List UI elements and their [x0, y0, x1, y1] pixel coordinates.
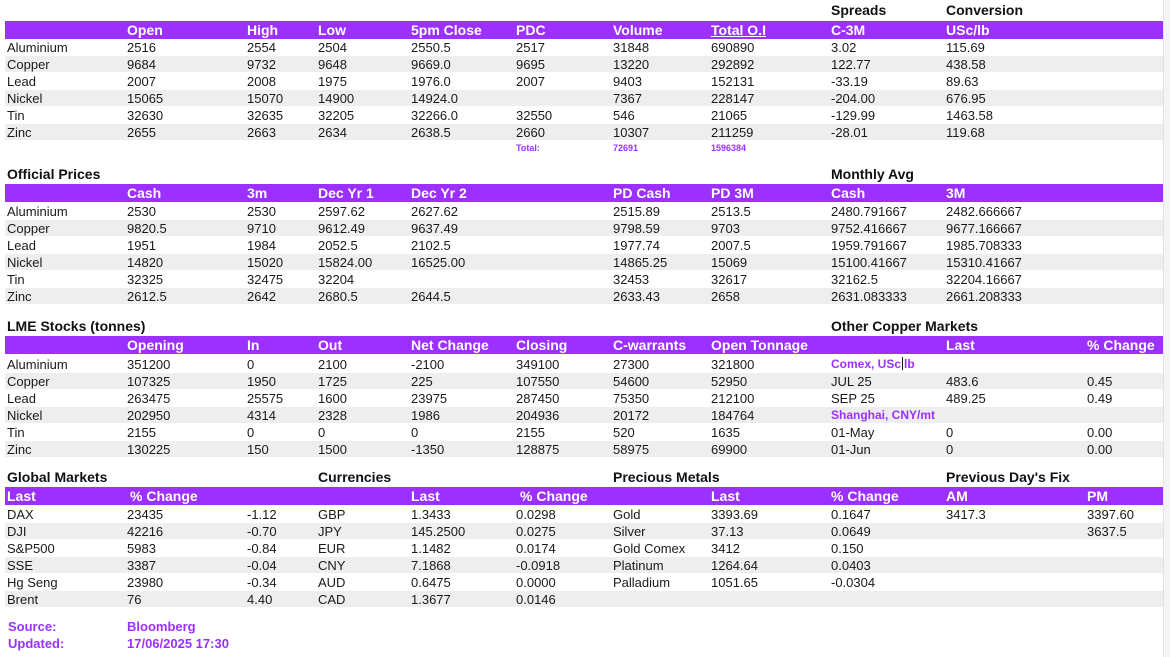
official-cell: 15824.00 [318, 255, 373, 270]
stocks-cell: 25575 [247, 391, 284, 406]
official-cell: 1959.791667 [831, 238, 907, 253]
official-cell: 2680.5 [318, 289, 358, 304]
prices-cell: 1976.0 [411, 74, 451, 89]
copper-cell: JUL 25 [831, 374, 872, 389]
prices-cell: 2008 [247, 74, 276, 89]
official-cell: 1951 [127, 238, 156, 253]
prices-cell: 152131 [711, 74, 755, 89]
copper-cell: SEP 25 [831, 391, 875, 406]
prices-total-volume: 72691 [613, 143, 639, 153]
stocks-cell: 1725 [318, 374, 347, 389]
official-cell: 2631.083333 [831, 289, 907, 304]
official-header-pd-cash: PD Cash [613, 185, 671, 201]
official-header-dec-yr1: Dec Yr 1 [318, 185, 374, 201]
prices-row-shade [5, 56, 1165, 72]
stocks-cell: Tin [7, 425, 25, 440]
stocks-cell: 349100 [516, 357, 560, 372]
text-cursor [902, 357, 903, 370]
official-cell: 15100.41667 [831, 255, 907, 270]
prices-cell: 1463.58 [946, 108, 993, 123]
official-cell: 2480.791667 [831, 204, 907, 219]
stocks-cell: 0 [411, 425, 419, 440]
stocks-cell: 2328 [318, 408, 347, 423]
official-cell: Tin [7, 272, 25, 287]
official-prices-title: Official Prices [7, 166, 101, 182]
currency-cell: 0.0000 [516, 575, 556, 590]
precious-cell: Gold Comex [613, 541, 686, 556]
prices-header-5pm-close: 5pm Close [411, 22, 482, 38]
global-header-pct-change: % Change [130, 488, 198, 504]
global-cell: 23980 [127, 575, 164, 590]
global-cell: 4.40 [247, 592, 273, 607]
stocks-cell: 58975 [613, 442, 650, 457]
other-copper-title: Other Copper Markets [831, 318, 979, 334]
official-cell: Nickel [7, 255, 43, 270]
official-cell: 1984 [247, 238, 276, 253]
prices-cell: 32205 [318, 108, 355, 123]
precious-metals-title: Precious Metals [613, 469, 720, 485]
prices-cell: -129.99 [831, 108, 876, 123]
official-cell: 14865.25 [613, 255, 668, 270]
precious-header-pct-change: % Change [831, 488, 899, 504]
prices-cell: 546 [613, 108, 635, 123]
prices-cell: 14900 [318, 91, 355, 106]
prices-header-low: Low [318, 22, 346, 38]
prices-cell: -28.01 [831, 125, 868, 140]
currency-cell: GBP [318, 507, 346, 522]
official-cell: Lead [7, 238, 36, 253]
official-cell: 2633.43 [613, 289, 660, 304]
markets-row-shade [5, 557, 1165, 573]
precious-cell: 0.0649 [831, 524, 871, 539]
global-cell: -0.70 [247, 524, 277, 539]
official-cell: 1977.74 [613, 238, 660, 253]
official-cell: Zinc [7, 289, 32, 304]
prices-header-usclb: USc/lb [946, 22, 990, 38]
stocks-cell: 263475 [127, 391, 171, 406]
stocks-cell: 4314 [247, 408, 276, 423]
stocks-cell: 2155 [127, 425, 156, 440]
global-markets-title: Global Markets [7, 469, 108, 485]
precious-cell: Gold [613, 507, 641, 522]
prices-cell: 3.02 [831, 40, 857, 55]
stocks-cell: 23975 [411, 391, 448, 406]
prices-cell: 9669.0 [411, 57, 451, 72]
prices-cell: 2516 [127, 40, 156, 55]
monthly-header-3m: 3M [946, 185, 966, 201]
precious-cell: 0.1647 [831, 507, 871, 522]
currency-cell: 0.0298 [516, 507, 556, 522]
global-cell: DAX [7, 507, 34, 522]
prices-cell: 438.58 [946, 57, 986, 72]
global-cell: 42216 [127, 524, 164, 539]
prices-total-label: Total: [516, 143, 540, 153]
copper-cell: 0.49 [1087, 391, 1113, 406]
official-cell: 1985.708333 [946, 238, 1022, 253]
fix-cell: 3637.5 [1087, 524, 1127, 539]
prices-cell: 2517 [516, 40, 545, 55]
official-cell: 9612.49 [318, 221, 365, 236]
source-label: Source: [8, 619, 57, 634]
fix-header-am: AM [946, 488, 968, 504]
fix-header-pm: PM [1087, 488, 1108, 504]
official-cell: 2530 [247, 204, 276, 219]
fix-cell: 3417.3 [946, 507, 986, 522]
prices-cell: 690890 [711, 40, 755, 55]
precious-cell: Silver [613, 524, 646, 539]
source-value: Bloomberg [127, 619, 196, 634]
prices-cell: 9695 [516, 57, 545, 72]
official-cell: 2661.208333 [946, 289, 1022, 304]
prices-cell: Lead [7, 74, 36, 89]
stocks-cell: 212100 [711, 391, 755, 406]
stocks-cell: 69900 [711, 442, 748, 457]
currency-cell: CNY [318, 558, 346, 573]
monthly-header-cash: Cash [831, 185, 866, 201]
global-cell: Brent [7, 592, 39, 607]
prices-cell: 119.68 [946, 125, 985, 140]
stocks-header-in: In [247, 337, 260, 353]
copper-cell: 489.25 [946, 391, 986, 406]
prices-cell: 211259 [711, 125, 754, 140]
global-cell: S&P500 [7, 541, 55, 556]
global-cell: -0.84 [247, 541, 277, 556]
stocks-cell: 150 [247, 442, 269, 457]
stocks-row-shade [5, 373, 1165, 389]
conversion-title: Conversion [946, 2, 1024, 18]
official-cell: 9703 [711, 221, 740, 236]
currency-cell: 145.2500 [411, 524, 466, 539]
prices-header-volume: Volume [613, 22, 663, 38]
stocks-cell: 351200 [127, 357, 171, 372]
official-header-bar [5, 184, 1165, 202]
prices-total-oi: 1596384 [711, 143, 747, 153]
global-cell: 76 [127, 592, 142, 607]
official-cell: 15020 [247, 255, 284, 270]
lme-stocks-title: LME Stocks (tonnes) [7, 318, 146, 334]
currency-cell: -0.0918 [516, 558, 561, 573]
global-cell: -0.34 [247, 575, 277, 590]
official-cell: 2612.5 [127, 289, 167, 304]
prices-cell: -33.19 [831, 74, 868, 89]
currency-cell: JPY [318, 524, 342, 539]
prices-cell: 9684 [127, 57, 156, 72]
stocks-cell: 130225 [127, 442, 171, 457]
official-cell: 16525.00 [411, 255, 466, 270]
stocks-cell: 1500 [318, 442, 347, 457]
stocks-cell: 184764 [711, 408, 755, 423]
stocks-cell: 54600 [613, 374, 650, 389]
prices-cell: 122.77 [831, 57, 871, 72]
stocks-header-open-tonnage: Open Tonnage [711, 337, 808, 353]
prices-row-shade [5, 124, 1165, 140]
prices-cell: 1975 [318, 74, 347, 89]
precious-cell: 1264.64 [711, 558, 758, 573]
prices-row-shade [5, 90, 1165, 106]
vertical-scrollbar[interactable] [1163, 0, 1170, 657]
official-cell: 9820.5 [127, 221, 167, 236]
stocks-cell: 204936 [516, 408, 560, 423]
monthly-avg-title: Monthly Avg [831, 166, 914, 182]
stocks-cell: 52950 [711, 374, 748, 389]
stocks-cell: -2100 [411, 357, 445, 372]
prices-cell: Tin [7, 108, 25, 123]
prices-cell: 2634 [318, 125, 347, 140]
currency-cell: 0.0174 [516, 541, 556, 556]
copper-cell: 01-Jun [831, 442, 871, 457]
official-cell: 2007.5 [711, 238, 751, 253]
stocks-cell: Copper [7, 374, 50, 389]
stocks-cell: 0 [247, 425, 255, 440]
stocks-header-out: Out [318, 337, 343, 353]
stocks-cell: 321800 [711, 357, 755, 372]
stocks-cell: 1635 [711, 425, 740, 440]
precious-cell: 3412 [711, 541, 740, 556]
stocks-row-shade [5, 441, 1165, 457]
official-cell: 15310.41667 [946, 255, 1022, 270]
official-cell: 2627.62 [411, 204, 458, 219]
prices-cell: 13220 [613, 57, 650, 72]
prices-cell: 2504 [318, 40, 347, 55]
prices-cell: 15070 [247, 91, 284, 106]
spreads-title: Spreads [831, 2, 887, 18]
prices-cell: 292892 [711, 57, 755, 72]
currency-cell: CAD [318, 592, 346, 607]
prices-header-high: High [247, 22, 279, 38]
global-cell: SSE [7, 558, 34, 573]
stocks-cell: Aluminium [7, 357, 68, 372]
global-cell: 3387 [127, 558, 156, 573]
official-cell: 9798.59 [613, 221, 660, 236]
precious-cell: 37.13 [711, 524, 744, 539]
stocks-cell: 1600 [318, 391, 347, 406]
prices-cell: 2638.5 [411, 125, 451, 140]
official-header-dec-yr2: Dec Yr 2 [411, 185, 467, 201]
stocks-cell: 2100 [318, 357, 347, 372]
official-cell: 32204 [318, 272, 355, 287]
official-cell: 2658 [711, 289, 740, 304]
prices-cell: 89.63 [946, 74, 979, 89]
markets-row-shade [5, 591, 1165, 607]
official-cell: 2052.5 [318, 238, 358, 253]
stocks-cell: 1986 [411, 408, 440, 423]
stocks-cell: 0 [247, 357, 255, 372]
global-cell: -1.12 [247, 507, 277, 522]
currency-cell: 1.3433 [411, 507, 451, 522]
copper-cell: 483.6 [946, 374, 979, 389]
updated-value: 17/06/2025 17:30 [127, 636, 229, 651]
prices-cell: 21065 [711, 108, 748, 123]
stocks-cell: -1350 [411, 442, 445, 457]
global-header-last: Last [7, 488, 36, 504]
prices-cell: 15065 [127, 91, 164, 106]
official-cell: 9752.416667 [831, 221, 907, 236]
official-header-3m: 3m [247, 185, 268, 201]
prices-cell: 2660 [516, 125, 545, 140]
official-cell: 9637.49 [411, 221, 458, 236]
precious-cell: 0.150 [831, 541, 864, 556]
stocks-cell: 107550 [516, 374, 560, 389]
stocks-cell: 520 [613, 425, 635, 440]
prices-cell: 2663 [247, 125, 276, 140]
global-cell: 5983 [127, 541, 156, 556]
prices-cell: 9648 [318, 57, 347, 72]
stocks-cell: 225 [411, 374, 433, 389]
prices-header-bar [5, 21, 1165, 39]
prices-header-c3m: C-3M [831, 22, 866, 38]
precious-cell: 3393.69 [711, 507, 758, 522]
official-cell: 32453 [613, 272, 650, 287]
currency-cell: 0.0146 [516, 592, 556, 607]
stocks-cell: 202950 [127, 408, 171, 423]
stocks-cell: Nickel [7, 408, 43, 423]
stocks-cell: Lead [7, 391, 36, 406]
prices-cell: 228147 [711, 91, 755, 106]
markets-row-shade [5, 523, 1165, 539]
comex-label[interactable]: Comex, USc lb [831, 357, 915, 371]
stocks-cell: 0 [318, 425, 326, 440]
copper-cell: 0 [946, 425, 954, 440]
prices-cell: 7367 [613, 91, 642, 106]
official-cell: 2515.89 [613, 204, 660, 219]
precious-cell: Platinum [613, 558, 664, 573]
stocks-cell: Zinc [7, 442, 32, 457]
currency-cell: 1.1482 [411, 541, 451, 556]
currencies-header-pct-change: % Change [520, 488, 588, 504]
fix-cell: 3397.60 [1087, 507, 1134, 522]
stocks-cell: 287450 [516, 391, 560, 406]
precious-cell: Palladium [613, 575, 671, 590]
copper-cell: 0.00 [1087, 425, 1113, 440]
official-cell: 2513.5 [711, 204, 751, 219]
stocks-cell: 27300 [613, 357, 650, 372]
official-cell: 32617 [711, 272, 748, 287]
stocks-cell: 20172 [613, 408, 650, 423]
updated-label: Updated: [8, 636, 65, 651]
precious-cell: 0.0403 [831, 558, 871, 573]
official-cell: 15069 [711, 255, 748, 270]
stocks-header-c-warrants: C-warrants [613, 337, 687, 353]
official-cell: 2597.62 [318, 204, 365, 219]
official-cell: 2644.5 [411, 289, 451, 304]
prices-cell: 2007 [516, 74, 545, 89]
prices-cell: 14924.0 [411, 91, 458, 106]
copper-cell: 01-May [831, 425, 875, 440]
currency-cell: EUR [318, 541, 346, 556]
official-header-pd-3m: PD 3M [711, 185, 754, 201]
currency-cell: AUD [318, 575, 346, 590]
official-cell: 2530 [127, 204, 156, 219]
prices-cell: 9403 [613, 74, 642, 89]
currency-cell: 7.1868 [411, 558, 451, 573]
previous-day-fix-title: Previous Day's Fix [946, 469, 1070, 485]
prices-cell: 32266.0 [411, 108, 458, 123]
stocks-row-shade [5, 407, 1165, 423]
currencies-header-last: Last [411, 488, 440, 504]
currency-cell: 0.0275 [516, 524, 556, 539]
official-cell: 2482.666667 [946, 204, 1022, 219]
currency-cell: 1.3677 [411, 592, 451, 607]
prices-cell: -204.00 [831, 91, 876, 106]
prices-cell: 32635 [247, 108, 284, 123]
official-cell: 2102.5 [411, 238, 451, 253]
prices-cell: 115.69 [946, 40, 985, 55]
prices-cell: 32550 [516, 108, 553, 123]
prices-cell: 2007 [127, 74, 156, 89]
prices-cell: 676.95 [946, 91, 986, 106]
global-cell: 23435 [127, 507, 164, 522]
stocks-cell: 107325 [127, 374, 171, 389]
official-cell: 14820 [127, 255, 164, 270]
prices-cell: 2554 [247, 40, 276, 55]
official-cell: 32325 [127, 272, 164, 287]
prices-cell: 2655 [127, 125, 156, 140]
official-header-cash: Cash [127, 185, 162, 201]
official-cell: Aluminium [7, 204, 68, 219]
prices-header-pdc: PDC [516, 22, 546, 38]
official-cell: 2642 [247, 289, 276, 304]
stocks-header-opening: Opening [127, 337, 184, 353]
official-cell: 32162.5 [831, 272, 878, 287]
global-cell: -0.04 [247, 558, 277, 573]
precious-cell: -0.0304 [831, 575, 876, 590]
copper-cell: 0.45 [1087, 374, 1113, 389]
prices-cell: 9732 [247, 57, 276, 72]
currency-cell: 0.6475 [411, 575, 451, 590]
official-cell: 9710 [247, 221, 276, 236]
stocks-cell: 2155 [516, 425, 545, 440]
prices-cell: 31848 [613, 40, 650, 55]
prices-cell: Zinc [7, 125, 32, 140]
prices-header-open: Open [127, 22, 163, 38]
copper-header-pct-change: % Change [1087, 337, 1155, 353]
prices-cell: Copper [7, 57, 50, 72]
shanghai-label: Shanghai, CNY/mt [831, 408, 936, 422]
prices-cell: 2550.5 [411, 40, 451, 55]
stocks-cell: 128875 [516, 442, 560, 457]
prices-cell: 32630 [127, 108, 164, 123]
prices-cell: Nickel [7, 91, 43, 106]
stocks-header-net-change: Net Change [411, 337, 489, 353]
copper-cell: 0.00 [1087, 442, 1113, 457]
stocks-cell: 75350 [613, 391, 650, 406]
copper-cell: 0 [946, 442, 954, 457]
global-cell: DJI [7, 524, 27, 539]
currencies-title: Currencies [318, 469, 392, 485]
prices-cell: Aluminium [7, 40, 68, 55]
stocks-cell: 1950 [247, 374, 276, 389]
stocks-header-closing: Closing [516, 337, 568, 353]
official-cell: Copper [7, 221, 50, 236]
global-cell: Hg Seng [7, 575, 58, 590]
prices-cell: 10307 [613, 125, 650, 140]
official-cell: 32204.16667 [946, 272, 1022, 287]
precious-cell: 1051.65 [711, 575, 758, 590]
official-cell: 9677.166667 [946, 221, 1022, 236]
official-cell: 32475 [247, 272, 284, 287]
prices-header-total-oi[interactable]: Total O.I [711, 22, 766, 38]
precious-header-last: Last [711, 488, 740, 504]
copper-header-last: Last [946, 337, 975, 353]
